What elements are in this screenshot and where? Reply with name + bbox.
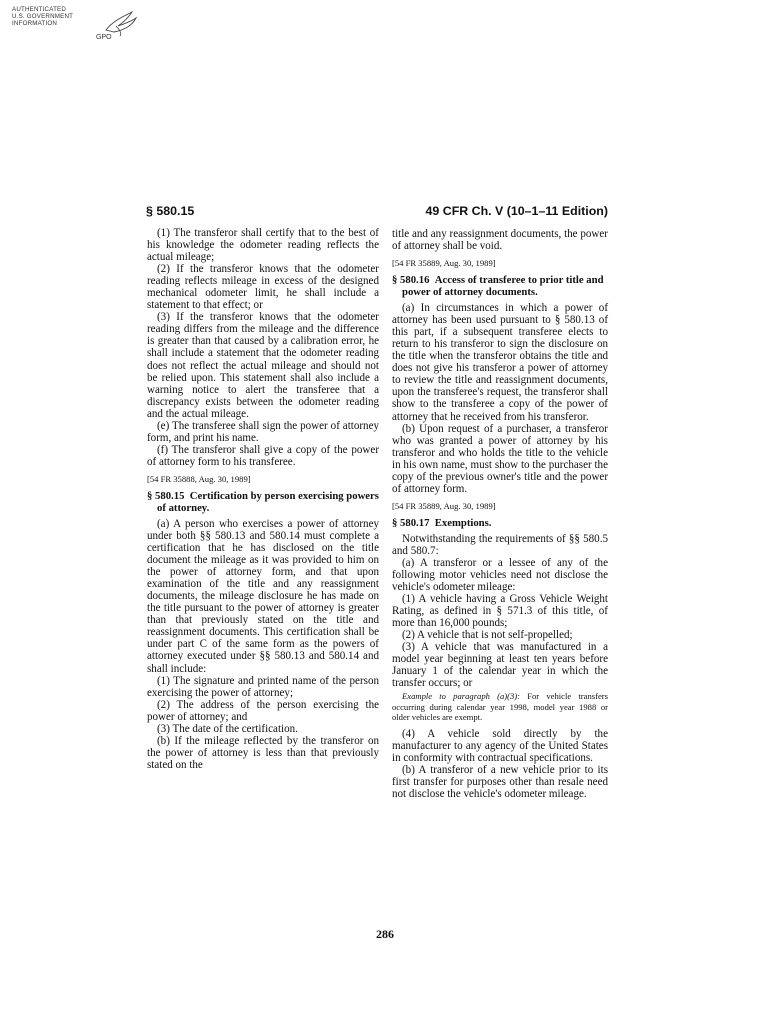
page-number: 286 <box>376 927 394 941</box>
section-number: § 580.15 <box>147 489 185 502</box>
paragraph: (3) The date of the certification. <box>157 722 298 735</box>
paragraph: Notwithstanding the requirements of §§ 580.5 and 580.7: <box>392 532 608 557</box>
stamp-line: AUTHENTICATED <box>12 6 67 13</box>
header-section: § 580.15 <box>146 204 195 218</box>
example-note <box>392 691 608 722</box>
citation: [54 FR 35888, Aug. 30, 1989] <box>147 473 251 484</box>
section-title: Certification by person exercising powers of attorney. <box>157 489 379 514</box>
paragraph: (1) A vehicle having a Gross Vehicle Weight Rating, as defined in § 571.3 of this title, of more than 16,000 pounds; <box>392 593 608 630</box>
paragraph: (a) In circumstances in which a power of attorney has been used pursuant to § 580.13 of this part, if a subsequent transferee elects to return to his transferor to sign the disclosure on the title when the transferor obtains the title and does not give his transferor a power of attorney to review the title and reassignment documents, upon the transferee's request, the transferor shall show to the transferee a copy of the power of attorney that he received from his transferor. <box>392 302 608 423</box>
stamp-line: U.S. GOVERNMENT <box>12 13 74 20</box>
eagle-logo-icon <box>102 8 142 38</box>
left-column <box>147 227 379 771</box>
paragraph: title and any reassignment documents, the power of attorney shall be void. <box>392 228 608 253</box>
paragraph: (b) A transferor of a new vehicle prior to its first transfer for purposes other than resale need not disclose the vehicle's odometer mileage. <box>392 763 608 800</box>
paragraph: (a) A person who exercises a power of attorney under both §§ 580.13 and 580.14 must complete a certification that he has disclosed on the title document the mileage as it was provided to him on the power of attorney form, and that upon examination of the title and any reassignment documents, the mileage disclosure he has made on the title pursuant to the power of attorney is greater than that previously stated on the title and reassignment documents. This certification shall be under part C of the same form as the powers of attorney executed under §§ 580.13 and 580.14 and shall include: <box>147 517 379 675</box>
paragraph: (b) If the mileage reflected by the transferor on the power of attorney is less than that previously stated on the <box>147 734 379 771</box>
section-heading <box>147 490 379 514</box>
paragraph: (2) A vehicle that is not self-propelled; <box>402 629 573 642</box>
paragraph: (1) The transferor shall certify that to the best of his knowledge the odometer reading reflects the actual mileage; <box>147 227 379 264</box>
section-title: Exemptions. <box>434 516 492 529</box>
example-text: For vehicle transfers occurring during calendar year 1998, model year 1988 or older vehicles are exempt. <box>392 691 608 723</box>
stamp-line: INFORMATION <box>12 20 58 27</box>
paragraph: (3) A vehicle that was manufactured in a model year beginning at least ten years before January 1 of the calendar year in which the transfer occurs; or <box>392 641 608 690</box>
section-heading <box>392 274 608 298</box>
header-edition: 49 CFR Ch. V (10–1–11 Edition) <box>425 204 608 218</box>
paragraph: (3) If the transferor knows that the odometer reading differs from the mileage and the difference is greater than that caused by a calibration error, he shall include a statement that the odometer reading does not reflect the actual mileage and should not be relied upon. This statement shall also include a warning notice to alert the transferee that a discrepancy exists between the odometer reading and the actual mileage. <box>147 311 379 420</box>
paragraph: (e) The transferee shall sign the power of attorney form, and print his name. <box>147 419 379 444</box>
paragraph: (2) If the transferor knows that the odometer reading reflects mileage in excess of the designed mechanical odometer limit, he shall include a statement to that effect; or <box>147 263 379 312</box>
paragraph: (f) The transferor shall give a copy of the power of attorney form to his transferee. <box>147 443 379 468</box>
paragraph: (1) The signature and printed name of the person exercising the power of attorney; <box>147 674 379 699</box>
paragraph: (b) Upon request of a purchaser, a transferor who was granted a power of attorney by his transferor and who holds the title to the vehicle in his own name, must show to the purchaser the copy of the previous owner's title and the power of attorney form. <box>392 422 608 495</box>
citation: [54 FR 35889, Aug. 30, 1989] <box>392 258 496 269</box>
section-title: Access of transferee to prior title and power of attorney documents. <box>402 274 604 299</box>
paragraph: (2) The address of the person exercising the power of attorney; and <box>147 698 379 723</box>
paragraph: (4) A vehicle sold directly by the manufacturer to any agency of the United States in conformity with contractual specifications. <box>392 727 608 764</box>
citation: [54 FR 35889, Aug. 30, 1989] <box>392 500 496 511</box>
paragraph: (a) A transferor or a lessee of any of the following motor vehicles need not disclose the vehicle's odometer mileage: <box>392 556 608 594</box>
example-label: Example to paragraph (a)(3): <box>402 691 521 702</box>
gpo-authentication-stamp <box>12 6 142 50</box>
right-column <box>392 228 608 800</box>
section-number: § 580.16 <box>392 274 430 287</box>
section-number: § 580.17 <box>392 516 430 529</box>
stamp-gpo: GPO <box>96 34 112 41</box>
running-header <box>146 204 608 222</box>
section-heading <box>392 517 608 529</box>
